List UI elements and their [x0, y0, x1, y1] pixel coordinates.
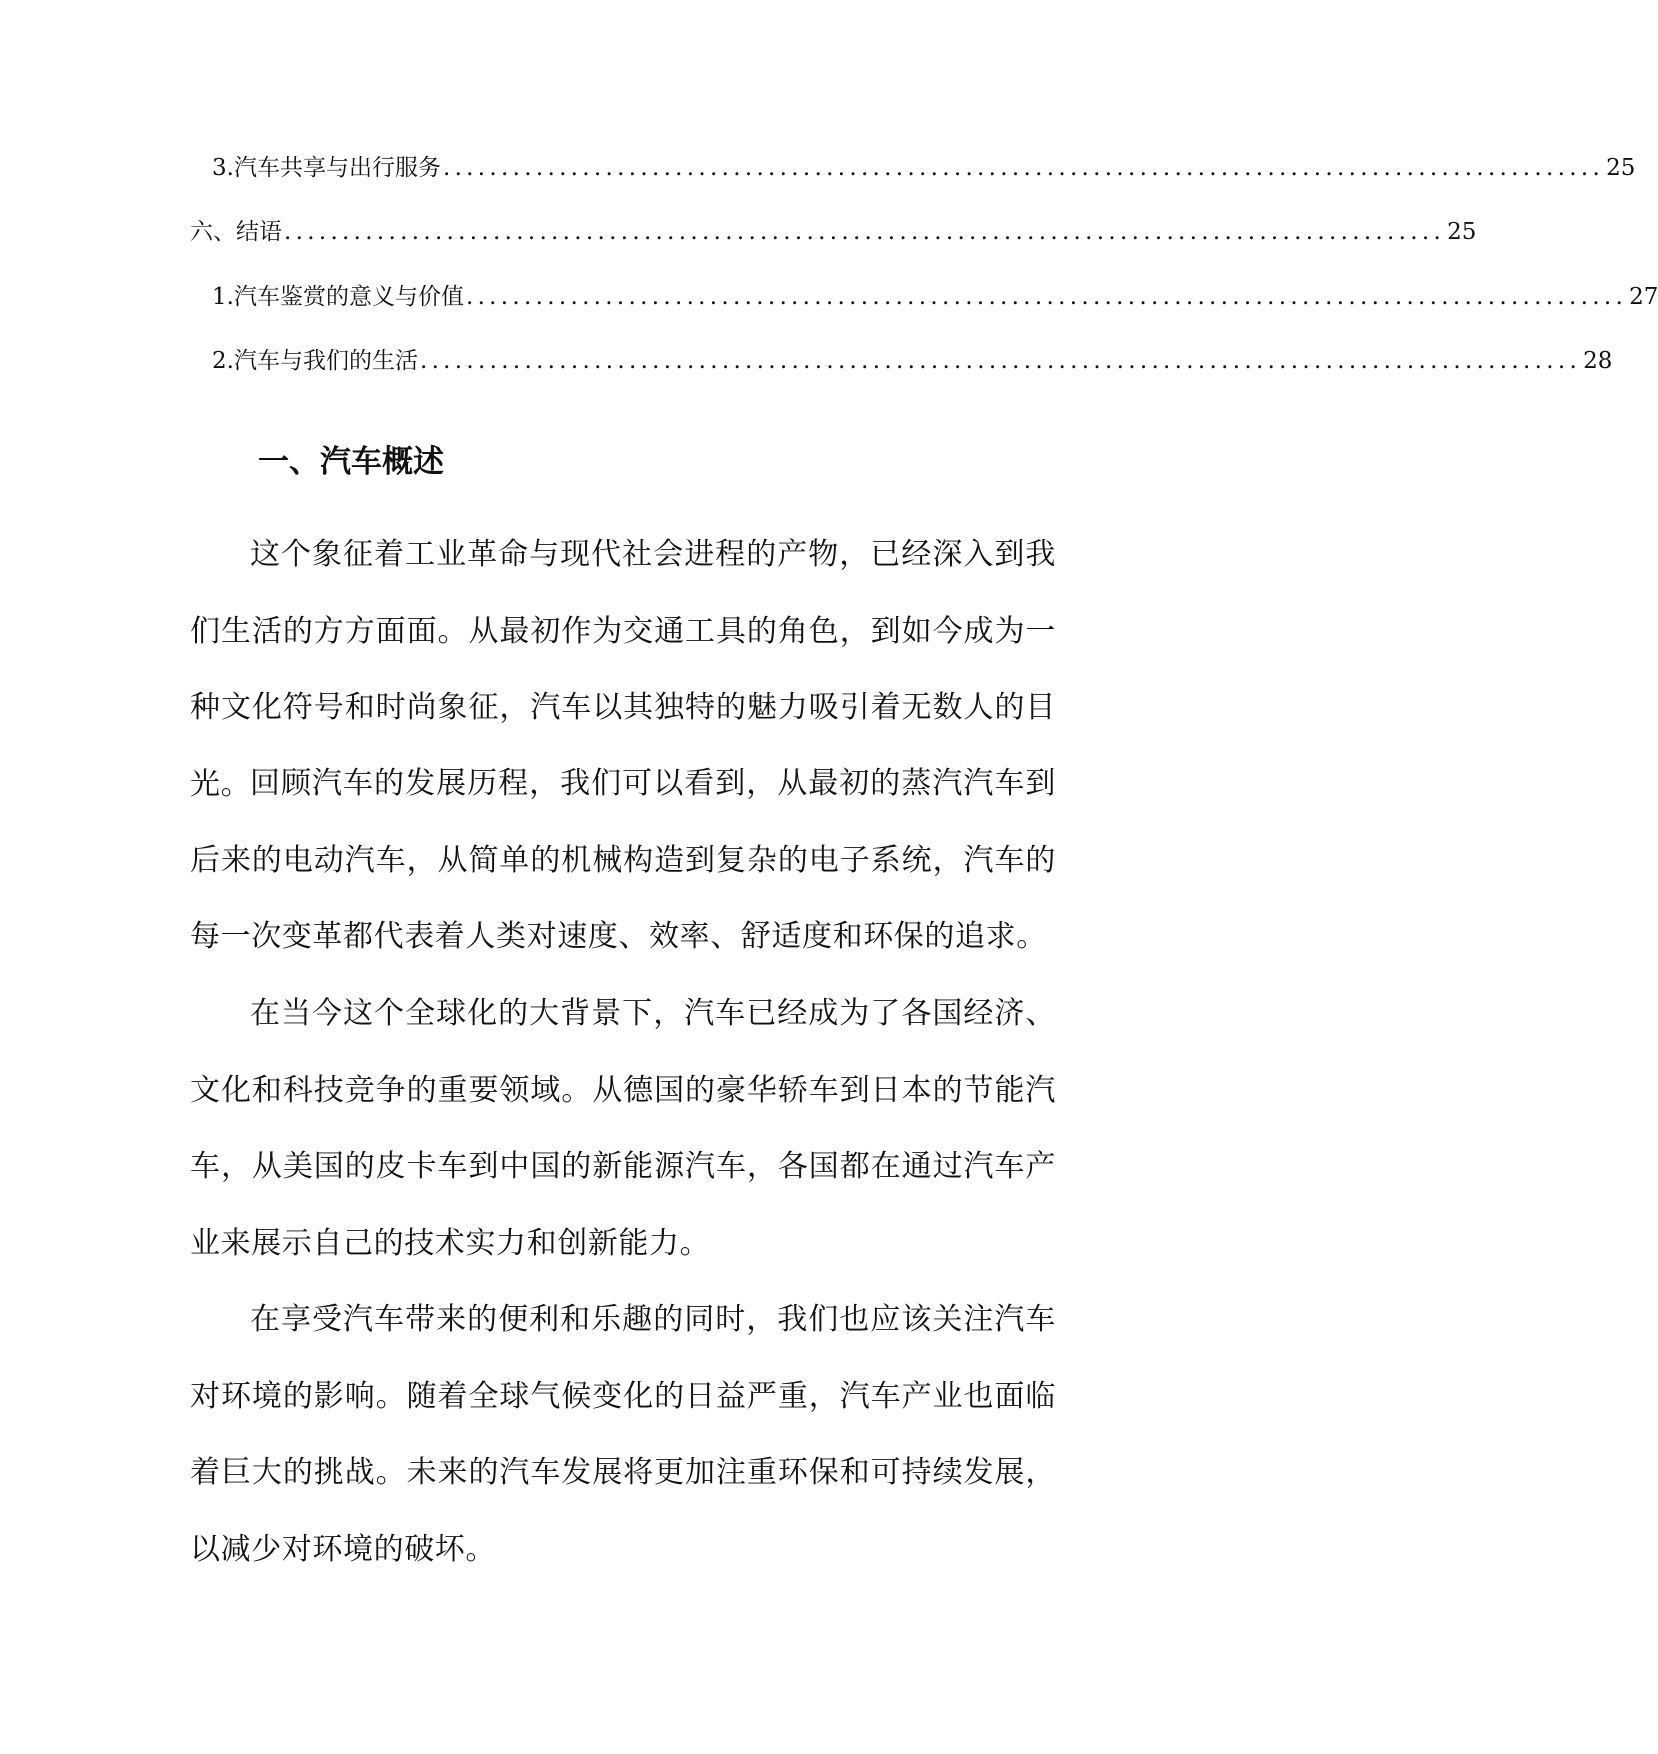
toc-entry-number: 2. [212, 348, 234, 374]
toc-entry[interactable] [212, 341, 1613, 381]
toc-entry-page: 25 [1606, 155, 1636, 181]
toc-entry-label: 汽车共享与出行服务 [233, 155, 441, 181]
toc-entry-number: 1. [212, 284, 234, 310]
toc-leader-dots: .................................................................................................... [442, 155, 1605, 181]
section-heading: 一、汽车概述 [258, 444, 444, 480]
toc-entry-number: 3. [212, 155, 234, 181]
toc-entry[interactable] [190, 212, 1477, 252]
toc-leader-dots: .................................................................................................... [419, 348, 1582, 374]
toc-entry[interactable] [212, 277, 1658, 317]
toc-entry-page: 27 [1629, 284, 1658, 310]
toc-entry-label: 六、结语 [190, 219, 282, 245]
toc-entry-label: 汽车与我们的生活 [233, 348, 418, 374]
toc-leader-dots: .................................................................................................... [284, 219, 1446, 245]
toc-entry[interactable] [212, 148, 1636, 188]
toc-entry-label: 汽车鉴赏的意义与价值 [233, 284, 464, 310]
toc-entry-page: 25 [1447, 219, 1477, 245]
toc-entry-page: 28 [1583, 348, 1613, 374]
toc-leader-dots: .................................................................................................... [465, 284, 1628, 310]
body-paragraph: 在享受汽车带来的便利和乐趣的同时，我们也应该关注汽车对环境的影响。随着全球气候变化的日益严重，汽车产业也面临着巨大的挑战。未来的汽车发展将更加注重环保和可持续发展，以减少对环境的破坏。 [190, 1302, 1056, 1567]
body-paragraph: 在当今这个全球化的大背景下，汽车已经成为了各国经济、文化和科技竞争的重要领域。从德国的豪华轿车到日本的节能汽车，从美国的皮卡车到中国的新能源汽车，各国都在通过汽车产业来展示自己的技术实力和创新能力。 [190, 996, 1056, 1261]
body-paragraph: 这个象征着工业革命与现代社会进程的产物，已经深入到我们生活的方方面面。从最初作为交通工具的角色，到如今成为一种文化符号和时尚象征，汽车以其独特的魅力吸引着无数人的目光。 [190, 537, 1056, 802]
body-paragraph: 回顾汽车的发展历程，我们可以看到，从最初的蒸汽汽车到后来的电动汽车，从简单的机械构造到复杂的电子系统，汽车的每一次变革都代表着人类对速度、效率、舒适度和环保的追求。 [190, 766, 1056, 954]
